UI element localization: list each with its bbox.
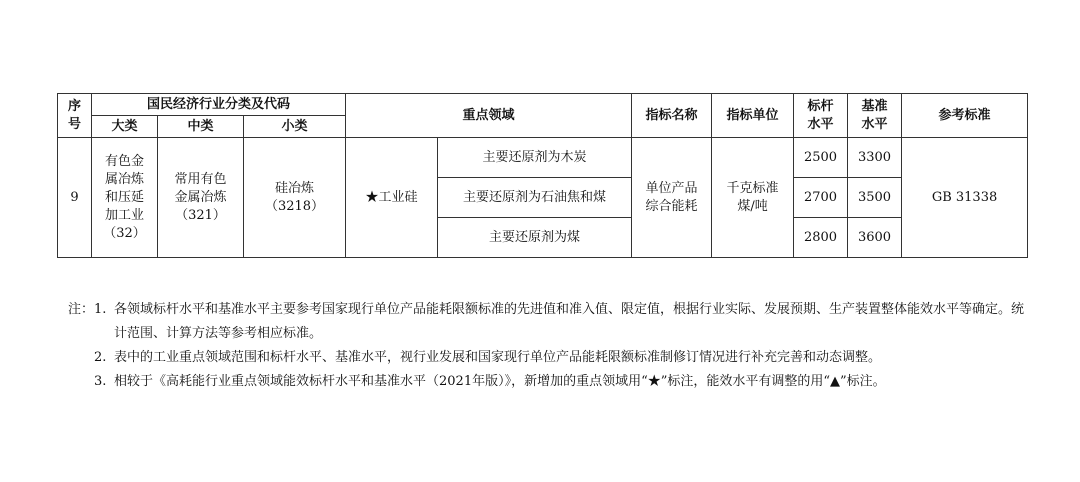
cell-indicator-unit: 千克标准 煤/吨 — [712, 138, 794, 258]
notes-section — [57, 298, 1032, 394]
note-text: 表中的工业重点领域范围和标杆水平、基准水平，视行业发展和国家现行单位产品能耗限额标准制修订情况进行补充完善和动态调整。 — [114, 350, 882, 365]
efficiency-standards-table — [57, 93, 1028, 258]
cell-subfield: 主要还原剂为木炭 — [438, 138, 632, 178]
header-major: 大类 — [92, 116, 158, 138]
header-field: 重点领域 — [346, 94, 632, 138]
note-number: 1. — [94, 302, 107, 317]
header-reference: 参考标准 — [902, 94, 1028, 138]
cell-field: ★工业硅 — [346, 138, 438, 258]
note-item — [57, 370, 1032, 394]
note-item — [57, 298, 1032, 346]
cell-medium: 常用有色 金属冶炼 （321） — [158, 138, 244, 258]
notes-prefix: 注： — [67, 302, 94, 317]
header-category-group: 国民经济行业分类及代码 — [92, 94, 346, 116]
cell-benchmark: 2700 — [794, 178, 848, 218]
header-indicator-name: 指标名称 — [632, 94, 712, 138]
note-text: 各领域标杆水平和基准水平主要参考国家现行单位产品能耗限额标准的先进值和准入值、限定值，根据行业实际、发展预期、生产装置整体能效水平等确定。统计范围、计算方法等参考相应标准。 — [114, 302, 1025, 341]
header-minor: 小类 — [244, 116, 346, 138]
cell-baseline: 3600 — [848, 218, 902, 258]
cell-subfield: 主要还原剂为煤 — [438, 218, 632, 258]
cell-major: 有色金 属冶炼 和压延 加工业 （32） — [92, 138, 158, 258]
cell-benchmark: 2800 — [794, 218, 848, 258]
header-indicator-unit: 指标单位 — [712, 94, 794, 138]
cell-seq: 9 — [58, 138, 92, 258]
note-item — [57, 346, 1032, 370]
table-row — [58, 138, 1028, 178]
cell-subfield: 主要还原剂为石油焦和煤 — [438, 178, 632, 218]
cell-reference: GB 31338 — [902, 138, 1028, 258]
note-number: 2. — [94, 350, 107, 365]
header-baseline: 基准 水平 — [848, 94, 902, 138]
header-seq: 序 号 — [58, 94, 92, 138]
cell-minor: 硅冶炼 （3218） — [244, 138, 346, 258]
header-medium: 中类 — [158, 116, 244, 138]
note-text: 相较于《高耗能行业重点领域能效标杆水平和基准水平（2021年版）》，新增加的重点领域用“★”标注，能效水平有调整的用“▲”标注。 — [114, 374, 886, 389]
header-row-1 — [58, 94, 1028, 116]
cell-benchmark: 2500 — [794, 138, 848, 178]
header-benchmark: 标杆 水平 — [794, 94, 848, 138]
cell-baseline: 3300 — [848, 138, 902, 178]
note-number: 3. — [94, 374, 107, 389]
cell-indicator-name: 单位产品 综合能耗 — [632, 138, 712, 258]
cell-baseline: 3500 — [848, 178, 902, 218]
